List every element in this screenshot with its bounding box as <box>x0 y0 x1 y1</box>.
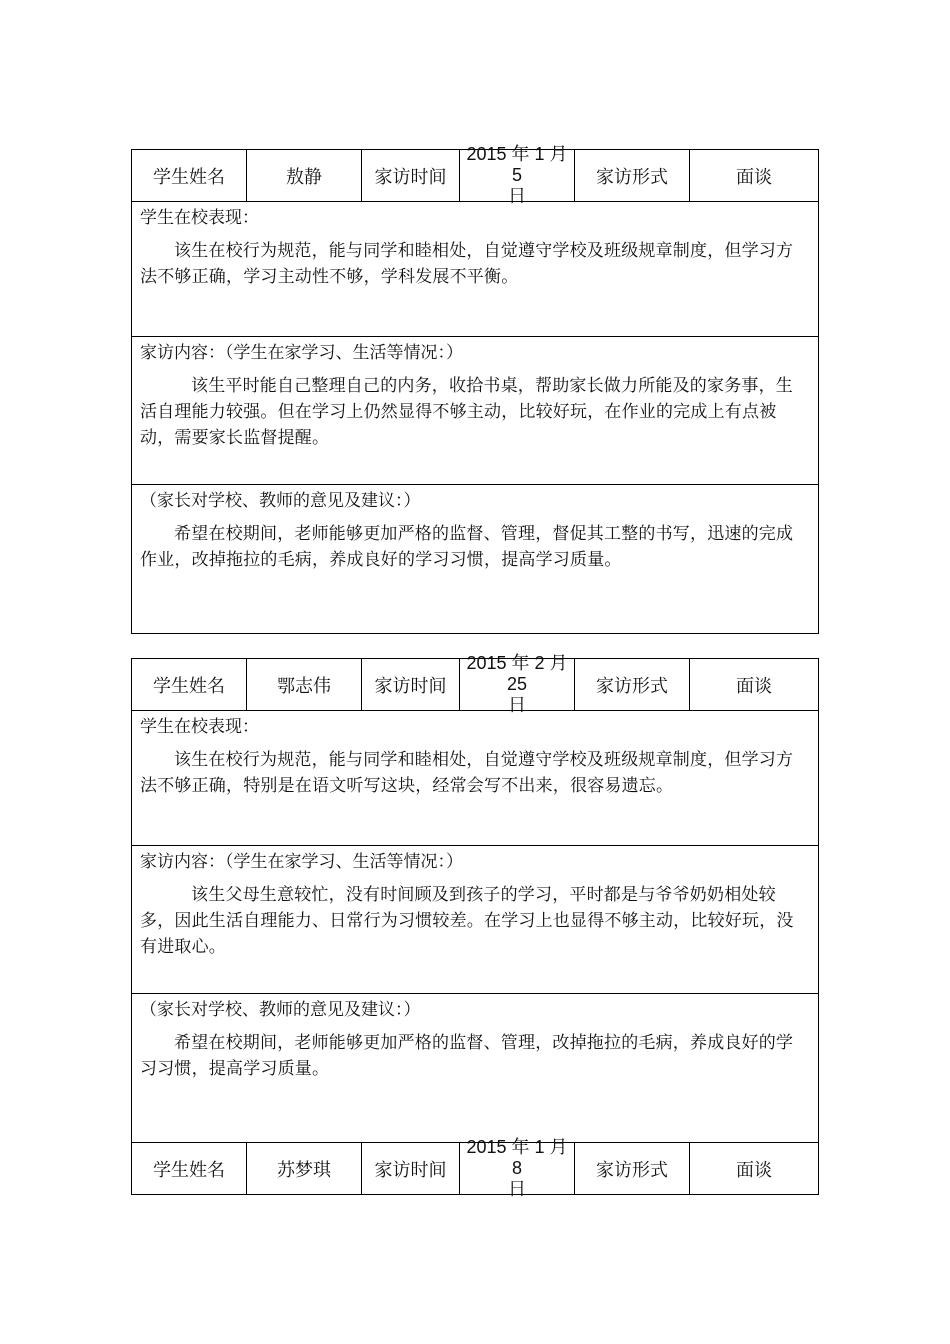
student-name-label: 学生姓名 <box>132 1143 247 1194</box>
student-name-value: 苏梦琪 <box>247 1143 362 1194</box>
home-visit-content-text: 该生父母生意较忙，没有时间顾及到孩子的学习，平时都是与爷爷奶奶相处较多，因此生活自理能力、日常行为习惯较差。在学习上也显得不够主动，比较好玩，没有进取心。 <box>140 885 794 957</box>
visit-record-2 <box>131 653 819 1199</box>
student-name-label: 学生姓名 <box>132 659 247 710</box>
visit-date-line1: 2015 年 1 月 5 <box>466 144 568 185</box>
school-performance-section <box>132 201 818 336</box>
visit-date-line1: 2015 年 2 月 25 <box>466 653 568 694</box>
home-visit-content-section <box>132 845 818 993</box>
home-visit-content-text: 该生平时能自己整理自己的内务，收拾书桌，帮助家长做力所能及的家务事，生活自理能力较强。但在学习上仍然显得不够主动，比较好玩，在作业的完成上有点被动，需要家长监督提醒。 <box>140 376 793 448</box>
visit-date-value <box>460 144 575 206</box>
visit-time-label: 家访时间 <box>362 150 460 201</box>
visit-date-line1: 2015 年 1 月 8 <box>466 1137 568 1178</box>
school-performance-text: 该生在校行为规范，能与同学和睦相处，自觉遵守学校及班级规章制度，但学习方法不够正确，学习主动性不够，学科发展不平衡。 <box>140 241 794 287</box>
parent-suggestion-section <box>132 993 818 1142</box>
home-visit-content-label: 家访内容：（学生在家学习、生活等情况：） <box>140 852 463 872</box>
school-performance-label: 学生在校表现： <box>140 208 259 228</box>
student-name-value: 鄂志伟 <box>247 659 362 710</box>
visit-date-line2: 日 <box>508 1179 526 1199</box>
record-3-header-row <box>132 1137 818 1199</box>
visit-form-label: 家访形式 <box>575 1143 690 1194</box>
parent-suggestion-text: 希望在校期间，老师能够更加严格的监督、管理，督促其工整的书写，迅速的完成作业，改掉拖拉的毛病，养成良好的学习习惯，提高学习质量。 <box>140 524 794 570</box>
parent-suggestion-label: （家长对学校、教师的意见及建议：） <box>140 491 421 511</box>
parent-suggestion-text: 希望在校期间，老师能够更加严格的监督、管理，改掉拖拉的毛病，养成良好的学习习惯，提高学习质量。 <box>140 1033 794 1079</box>
visit-form-label: 家访形式 <box>575 150 690 201</box>
visit-form-value: 面谈 <box>736 166 772 188</box>
visit-time-label: 家访时间 <box>362 1143 460 1194</box>
visit-date-value <box>460 653 575 715</box>
visit-date-value <box>460 1137 575 1199</box>
student-name-label: 学生姓名 <box>132 150 247 201</box>
parent-suggestion-section <box>132 484 818 633</box>
school-performance-label: 学生在校表现： <box>140 717 259 737</box>
visit-form-label: 家访形式 <box>575 659 690 710</box>
visit-form-value: 面谈 <box>736 675 772 697</box>
home-visit-content-label: 家访内容：（学生在家学习、生活等情况：） <box>140 343 463 363</box>
parent-suggestion-label: （家长对学校、教师的意见及建议：） <box>140 1000 421 1020</box>
record-header-row <box>132 653 818 715</box>
home-visit-content-section <box>132 336 818 484</box>
visit-time-label: 家访时间 <box>362 659 460 710</box>
student-name-value: 敖静 <box>247 150 362 201</box>
school-performance-section <box>132 710 818 845</box>
visit-record-1 <box>131 144 819 634</box>
school-performance-text: 该生在校行为规范，能与同学和睦相处，自觉遵守学校及班级规章制度，但学习方法不够正确，特别是在语文听写这块，经常会写不出来，很容易遗忘。 <box>140 750 794 796</box>
record-header-row <box>132 144 818 206</box>
visit-date-line2: 日 <box>508 186 526 206</box>
visit-date-line2: 日 <box>508 695 526 715</box>
visit-form-value: 面谈 <box>736 1159 772 1181</box>
